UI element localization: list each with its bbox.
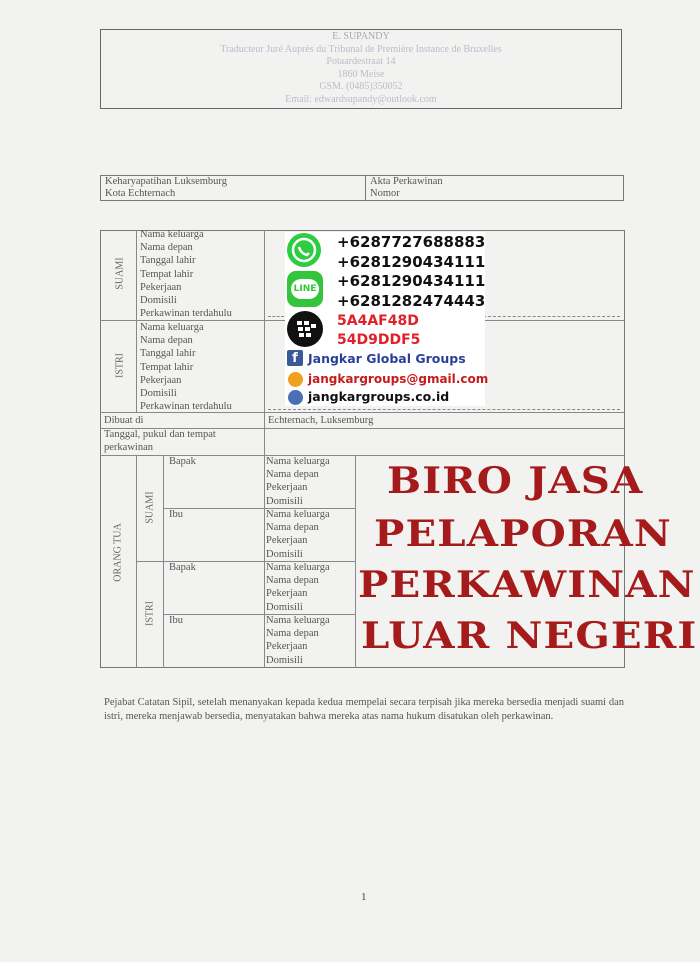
statement-paragraph: Pejabat Catatan Sipil, setelah menanyakan kepada kedua mempelai secara terpisah jika mereka bersedia menjadi suami dan istri, mereka menjawab bersedia, menyatakan bahwa mereka atas nama hukum disatukan oleh perkawinan. (104, 697, 624, 722)
istri-label: ISTRI (114, 353, 126, 378)
city-name: Kota Echternach (105, 188, 176, 199)
field-label: Nama keluarga (266, 509, 330, 520)
line-icon-label: LINE (291, 279, 319, 299)
field-label: Tanggal lahir (140, 255, 196, 267)
blackberry-icon (287, 311, 323, 347)
blank-line (268, 409, 620, 410)
translator-gsm: GSM. (0485)350052 (319, 81, 403, 93)
istri-fields (140, 321, 232, 413)
bapak-suami-label: Bapak (169, 456, 196, 467)
globe-icon (288, 390, 303, 405)
field-label: Nama keluarga (266, 562, 330, 573)
orang-tua-label: ORANG TUA (112, 523, 124, 582)
website-link[interactable]: jangkargroups.co.id (308, 389, 450, 404)
facebook-page[interactable]: Jangkar Global Groups (308, 351, 466, 366)
field-label: Nama keluarga (266, 615, 330, 626)
translator-name: E. SUPANDY (332, 31, 390, 42)
suami-fields (140, 228, 232, 320)
watermark-line: PERKAWINAN (358, 564, 696, 606)
field-label: Pekerjaan (140, 374, 182, 386)
blank-line (478, 316, 620, 317)
phone-number[interactable]: +6281290434111 (337, 272, 486, 290)
field-label: Nama keluarga (140, 322, 204, 333)
field-label: Nama depan (266, 575, 319, 587)
bapak-istri-label: Bapak (169, 562, 196, 573)
parent-fields-1 (266, 455, 330, 508)
parent-fields-2 (266, 508, 330, 561)
field-label: Nama depan (266, 469, 319, 481)
bbm-pin: 5A4AF48D (337, 313, 419, 329)
dibuat-label: Dibuat di (104, 415, 144, 426)
watermark-line: BIRO JASA (387, 460, 644, 502)
letterhead-box (100, 29, 622, 109)
email-link[interactable]: jangkargroups@gmail.com (308, 372, 489, 386)
tanggal-label: Tanggal, pukul dan tempat perkawinan (104, 429, 216, 453)
phone-number[interactable]: +6287727688883 (337, 233, 486, 251)
translator-street: Potaardestraat 14 (326, 56, 396, 68)
translator-city: 1860 Meise (337, 68, 385, 80)
page-number: 1 (361, 891, 367, 903)
field-label: Domisili (266, 548, 303, 560)
field-label: Tempat lahir (140, 361, 194, 373)
whatsapp-icon (287, 233, 321, 267)
translator-title: Traducteur Juré Auprès du Tribunal de Première Instance de Bruxelles (220, 43, 502, 55)
field-label: Pekerjaan (266, 535, 308, 547)
field-label: Tanggal lahir (140, 348, 196, 360)
phone-number[interactable]: +6281290434111 (337, 253, 486, 271)
bbm-pin: 54D9DDF5 (337, 332, 421, 348)
parent-suami-label: SUAMI (144, 491, 156, 524)
deed-cell (366, 176, 624, 201)
field-label: Domisili (266, 601, 303, 613)
field-label: Domisili (140, 388, 177, 400)
field-label: Pekerjaan (266, 588, 308, 600)
field-label: Nama keluarga (140, 229, 204, 240)
deed-title: Akta Perkawinan (370, 176, 443, 187)
field-label: Nama depan (140, 242, 193, 254)
field-label: Domisili (140, 295, 177, 307)
field-label: Pekerjaan (266, 482, 308, 494)
parent-fields-3 (266, 561, 330, 614)
parent-istri-label: ISTRI (144, 601, 156, 626)
ibu-suami-label: Ibu (169, 509, 183, 520)
field-label: Nama keluarga (266, 456, 330, 467)
region-cell (101, 176, 366, 201)
field-label: Domisili (266, 495, 303, 507)
field-label: Perkawinan terdahulu (140, 401, 232, 413)
field-label: Domisili (266, 654, 303, 666)
record-header-table (100, 175, 624, 201)
email-icon (288, 372, 303, 387)
region-name: Keharyapatihan Luksemburg (105, 176, 227, 187)
deed-number-label: Nomor (370, 188, 400, 199)
field-label: Nama depan (266, 628, 319, 640)
dibuat-value: Echternach, Luksemburg (268, 415, 374, 426)
field-label: Pekerjaan (266, 641, 308, 653)
facebook-icon: f (287, 350, 303, 366)
watermark-line: PELAPORAN (374, 513, 672, 555)
divider (136, 230, 137, 412)
suami-label: SUAMI (114, 257, 126, 290)
field-label: Nama depan (266, 522, 319, 534)
field-label: Nama depan (140, 335, 193, 347)
divider (355, 455, 356, 668)
line-icon (287, 271, 323, 307)
field-label: Pekerjaan (140, 281, 182, 293)
parent-fields-4 (266, 614, 330, 667)
field-label: Tempat lahir (140, 268, 194, 280)
field-label: Perkawinan terdahulu (140, 308, 232, 320)
translator-email: Email: edwardsupandy@outlook.com (285, 93, 437, 105)
blank-line (268, 316, 284, 317)
watermark-line: LUAR NEGERI (361, 615, 698, 657)
phone-number[interactable]: +6281282474443 (337, 292, 486, 310)
ibu-istri-label: Ibu (169, 615, 183, 626)
divider (264, 230, 265, 668)
